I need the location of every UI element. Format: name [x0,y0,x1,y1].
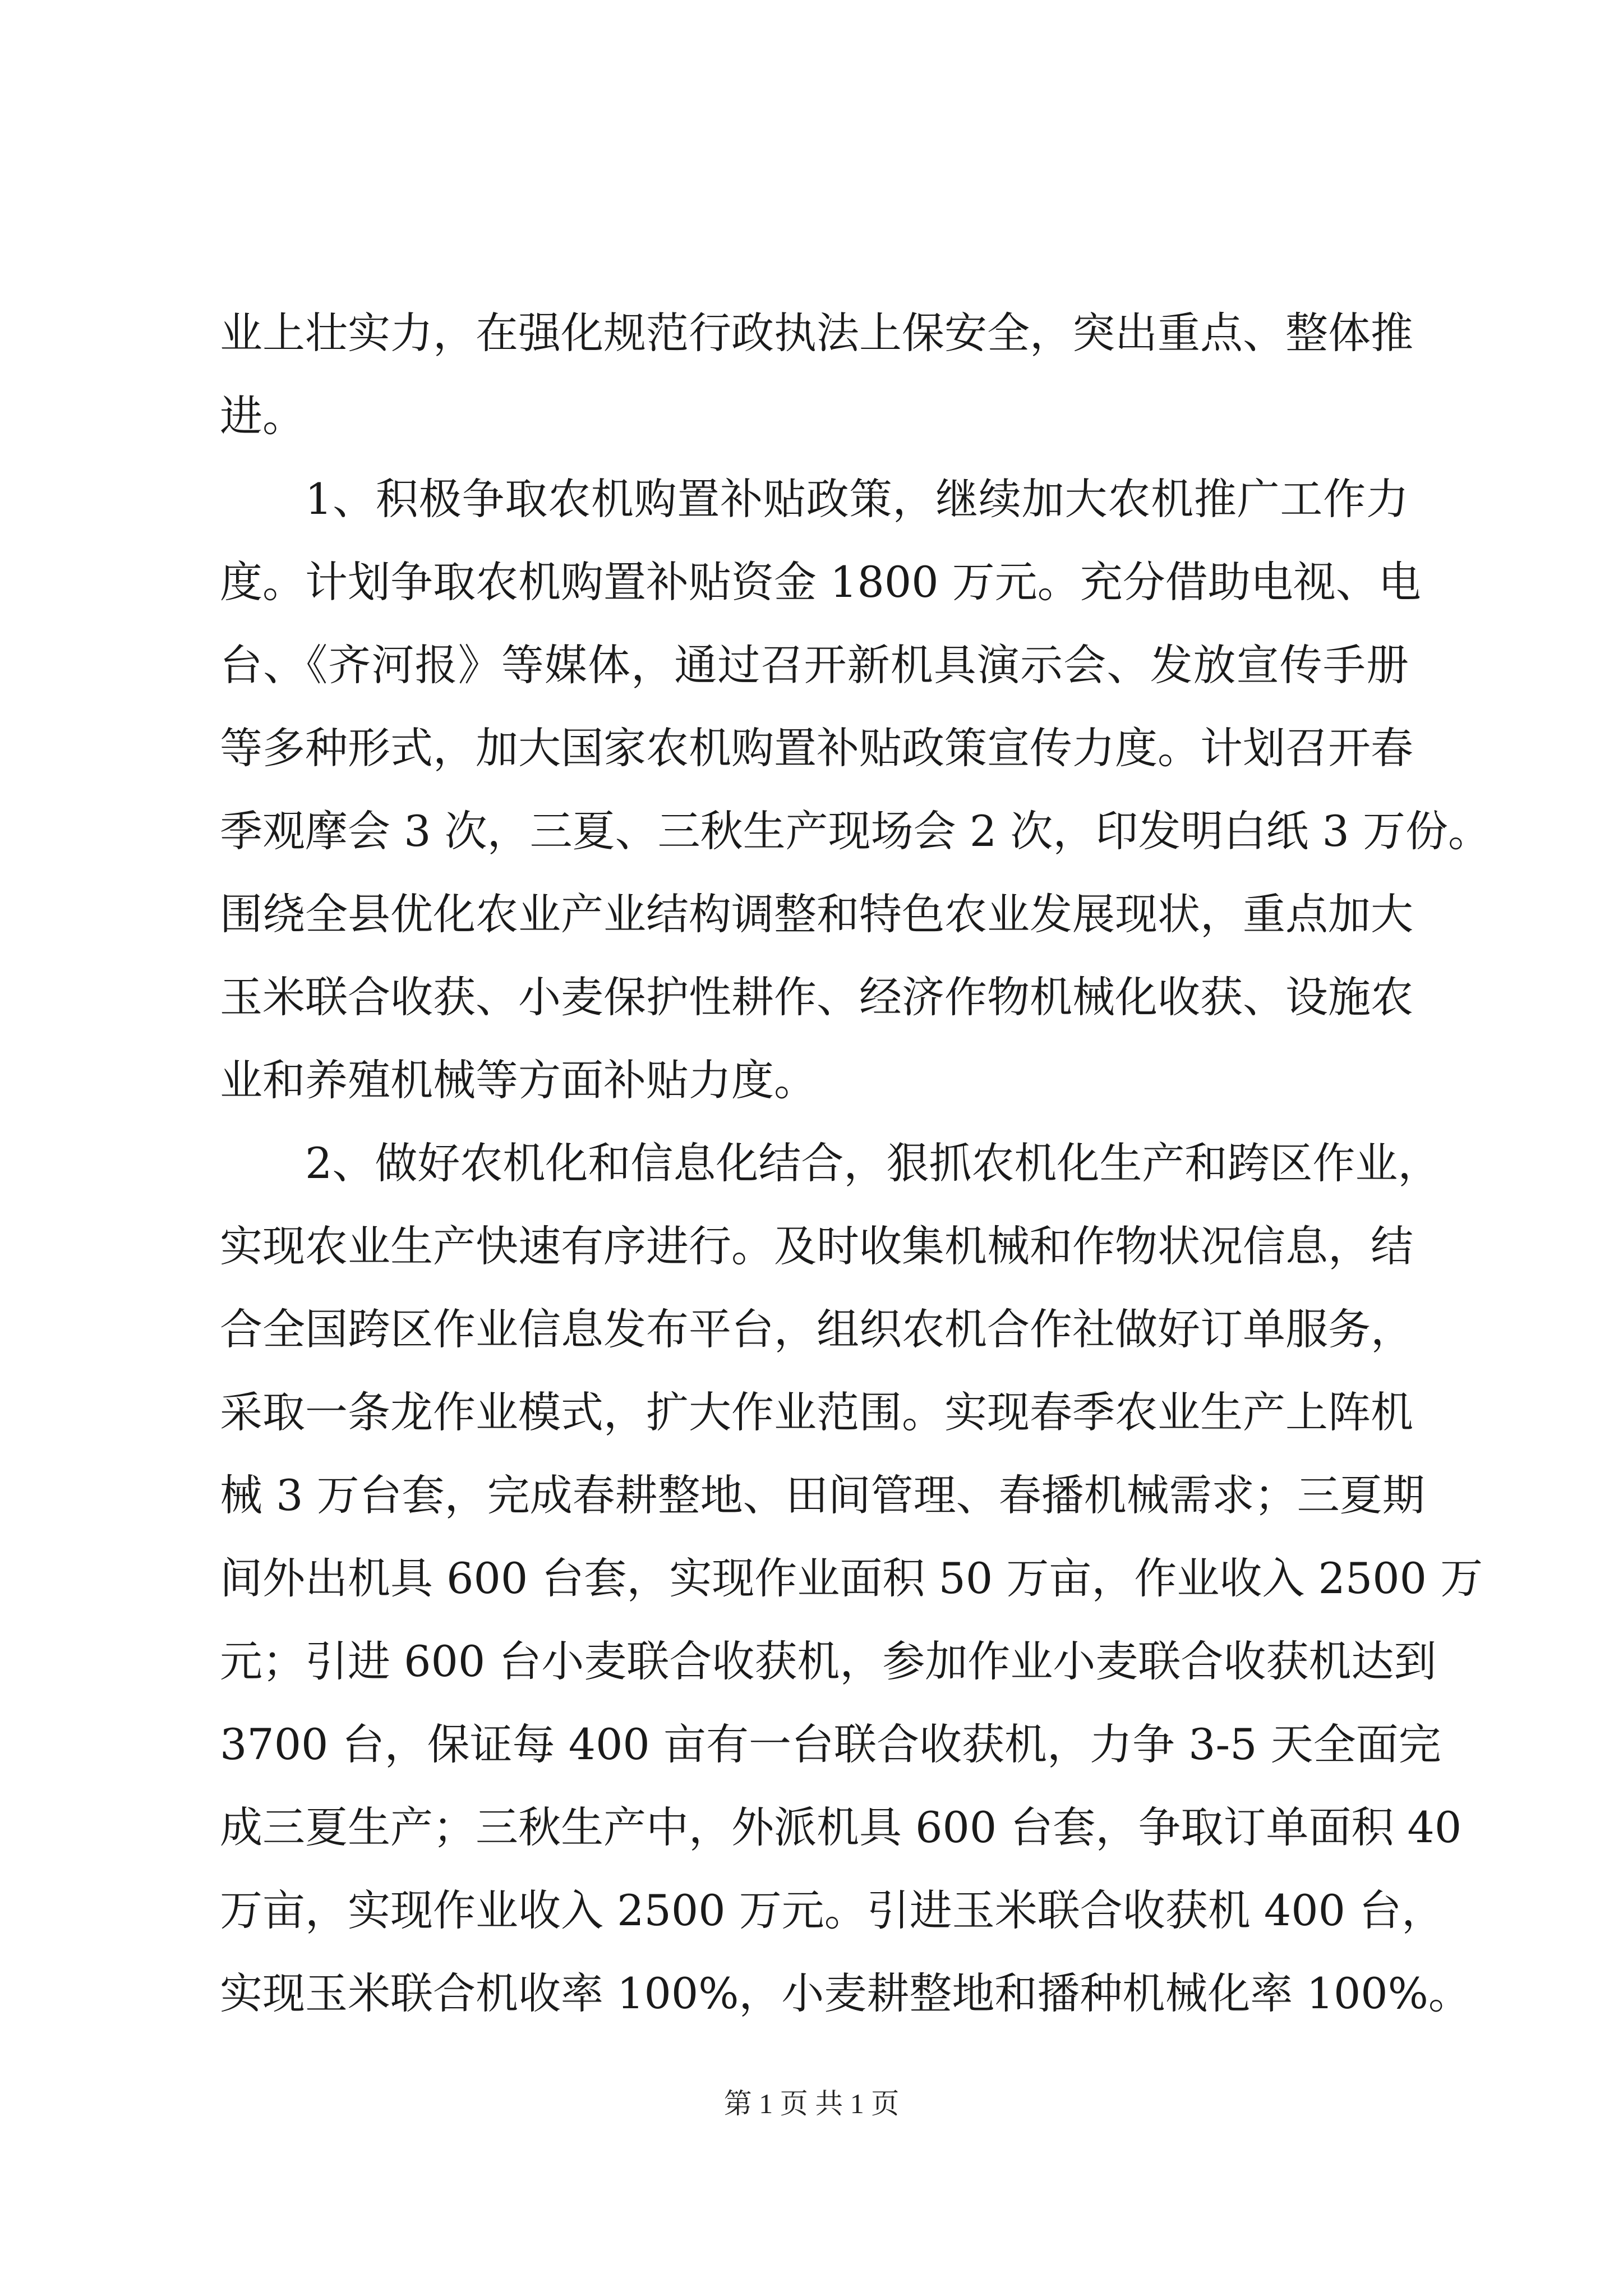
text-line: 万亩，实现作业收入 2500 万元。引进玉米联合收获机 400 台， [220,1885,1445,1935]
text-line: 3700 台，保证每 400 亩有一台联合收获机，力争 3-5 天全面完 [220,1719,1441,1769]
text-line: 业上壮实力，在强化规范行政执法上保安全，突出重点、整体推 [220,308,1413,358]
text-line: 围绕全县优化农业产业结构调整和特色农业发展现状，重点加大 [220,889,1413,939]
text-line: 等多种形式，加大国家农机购置补贴政策宣传力度。计划召开春 [220,723,1413,773]
text-line: 实现玉米联合机收率 100%，小麦耕整地和播种机械化率 100%。 [220,1968,1471,2018]
text-line: 进。 [220,391,305,441]
text-line: 合全国跨区作业信息发布平台，组织农机合作社做好订单服务， [220,1304,1413,1354]
text-line: 间外出机具 600 台套，实现作业面积 50 万亩，作业收入 2500 万 [220,1553,1483,1603]
text-line: 成三夏生产；三秋生产中，外派机具 600 台套，争取订单面积 40 [220,1802,1462,1852]
text-line: 械 3 万台套，完成春耕整地、田间管理、春播机械需求；三夏期 [220,1470,1425,1520]
text-line: 业和养殖机械等方面补贴力度。 [220,1055,817,1105]
paragraph-1-start: 1、积极争取农机购置补贴政策，继续加大农机推广工作力 [305,474,1409,524]
document-body [220,292,1491,2035]
text-line: 元；引进 600 台小麦联合收获机，参加作业小麦联合收获机达到 [220,1636,1437,1686]
text-line: 采取一条龙作业模式，扩大作业范围。实现春季农业生产上阵机 [220,1387,1413,1437]
text-line: 度。计划争取农机购置补贴资金 1800 万元。充分借助电视、电 [220,557,1421,607]
paragraph-2-start: 2、做好农机化和信息化结合，狠抓农机化生产和跨区作业， [305,1138,1441,1188]
text-line: 玉米联合收获、小麦保护性耕作、经济作物机械化收获、设施农 [220,972,1413,1022]
text-line: 季观摩会 3 次，三夏、三秋生产现场会 2 次，印发明白纸 3 万份。 [220,806,1491,856]
text-line: 台、《齐河报》等媒体，通过召开新机具演示会、发放宣传手册 [220,640,1409,690]
text-line: 实现农业生产快速有序进行。及时收集机械和作物状况信息，结 [220,1221,1413,1271]
page-footer: 第 1 页 共 1 页 [723,2088,900,2119]
